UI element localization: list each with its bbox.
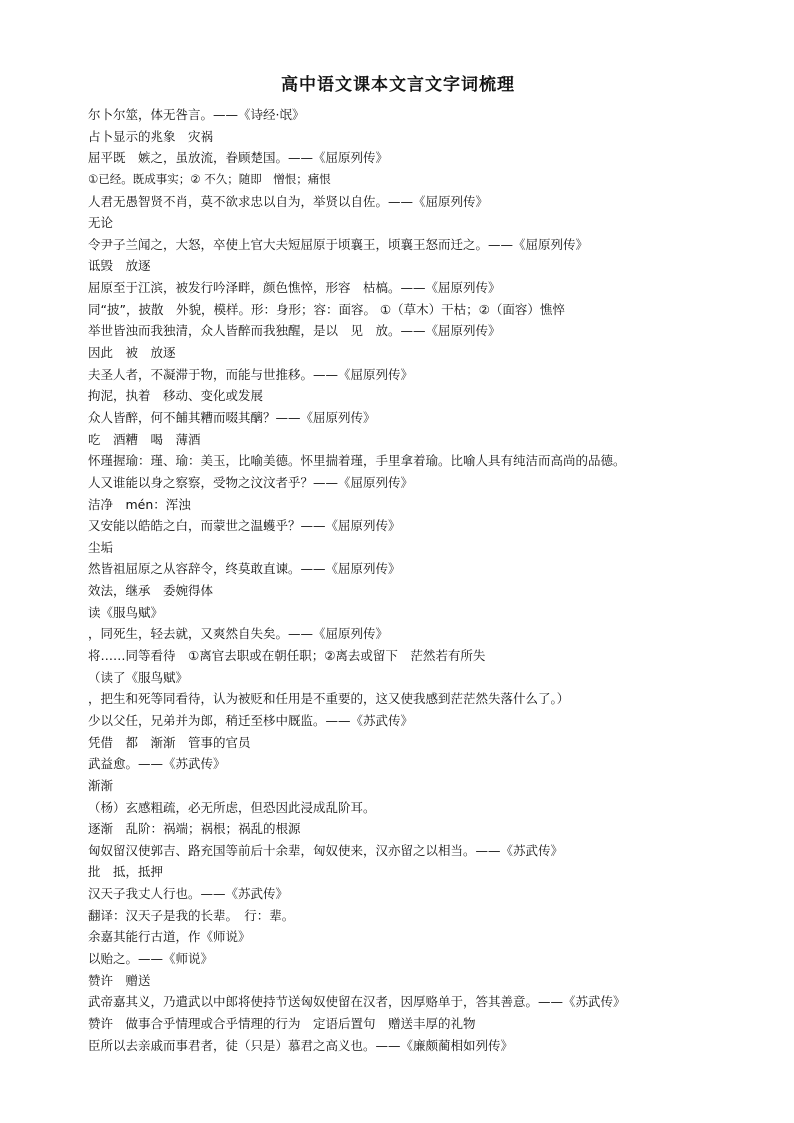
text-line: （杨）玄感粗疏，必无所虑，但恐因此浸成乱阶耳。 [88,799,376,815]
document-page [88,72,708,1056]
text-line: 吃 酒糟 喝 薄酒 [88,431,201,447]
text-line: 屈平既 嫉之，虽放流，眷顾楚国。——《屈原列传》 [88,150,389,166]
text-line: 同“披”，披散 外貌，模样。形：身形；容：面容。 ①（草木）干枯；②（面容）憔悴 [88,301,565,317]
text-line: 效法，继承 委婉得体 [88,583,214,599]
text-line: 然皆祖屈原之从容辞令，终莫敢直谏。——《屈原列传》 [88,561,401,577]
text-line: 占卜显示的兆象 灾祸 [88,128,214,144]
text-line: 赞许 赠送 [88,972,151,988]
text-line: 读《服鸟赋》 [88,604,164,620]
text-line: 举世皆浊而我独清，众人皆醉而我独醒，是以 见 放。——《屈原列传》 [88,323,501,339]
text-line: 因此 被 放逐 [88,345,176,361]
text-line: 洁净 mén：浑浊 [88,496,191,512]
text-line: 武帝嘉其义，乃遣武以中郎将使持节送匈奴使留在汉者，因厚赂单于，答其善意。——《苏武传》 [88,994,626,1010]
text-line: 尔卜尔筮，体无咎言。——《诗经·氓》 [88,107,305,122]
text-line: 少以父任，兄弟并为郎，稍迁至栘中厩监。——《苏武传》 [88,712,414,728]
page-title: 高中语文课本文言文字词梳理 [281,75,515,95]
text-line: 批 抵，抵押 [88,864,164,880]
text-line: ①已经。既成事实；② 不久；随即 憎恨；痛恨 [88,171,331,186]
text-line: 逐渐 乱阶：祸端；祸根；祸乱的根源 [88,821,301,837]
text-line: 余嘉其能行古道，作《师说》 [88,929,251,945]
text-line: 拘泥，执着 移动、变化或发展 [88,388,264,404]
text-line: 屈原至于江滨，被发行吟泽畔，颜色憔悴，形容 枯槁。——《屈原列传》 [88,280,501,296]
text-line: 武益愈。——《苏武传》 [88,756,226,772]
text-line: 人君无愚智贤不肖，莫不欲求忠以自为，举贤以自佐。——《屈原列传》 [88,193,489,209]
text-line: 人又谁能以身之察察，受物之汶汶者乎？——《屈原列传》 [88,474,414,490]
text-line: 令尹子兰闻之，大怒，卒使上官大夫短屈原于顷襄王，顷襄王怒而迁之。——《屈原列传》 [88,236,589,252]
text-line: ，把生和死等同看待，认为被贬和任用是不重要的，这又使我感到茫茫然失落什么了。） [88,691,570,707]
text-line: 尘垢 [88,539,114,555]
text-line: 凭借 都 渐渐 管事的官员 [88,734,251,750]
text-line: 臣所以去亲戚而事君者，徒（只是）慕君之高义也。——《廉颇蔺相如列传》 [88,1037,514,1053]
text-line: 诋毁 放逐 [88,258,151,274]
text-line: 赞许 做事合乎情理或合乎情理的行为 定语后置句 赠送丰厚的礼物 [88,1015,476,1031]
text-line: 又安能以皓皓之白，而蒙世之温蠖乎？——《屈原列传》 [88,518,401,534]
text-line: 汉天子我丈人行也。——《苏武传》 [88,886,289,902]
text-line: （读了《服鸟赋》 [88,669,189,685]
text-line: 无论 [88,215,114,231]
text-line: 将……同等看待 ①离官去职或在朝任职；②离去或留下 茫然若有所失 [88,648,486,664]
text-line: 渐渐 [88,777,114,793]
text-line: 以贻之。——《师说》 [88,950,214,966]
text-line: ，同死生，轻去就，又爽然自失矣。——《屈原列传》 [88,626,389,642]
text-line: 匈奴留汉使郭吉、路充国等前后十余辈，匈奴使来，汉亦留之以相当。——《苏武传》 [88,842,564,858]
text-line: 夫圣人者，不凝滞于物，而能与世推移。——《屈原列传》 [88,366,414,382]
text-line: 众人皆醉，何不餔其糟而啜其醨？——《屈原列传》 [88,409,376,425]
text-line: 怀瑾握瑜：瑾、瑜：美玉，比喻美德。怀里揣着瑾，手里拿着瑜。比喻人具有纯洁而高尚的品德。 [88,453,626,469]
text-line: 翻译：汉天子是我的长辈。 行：辈。 [88,907,295,923]
